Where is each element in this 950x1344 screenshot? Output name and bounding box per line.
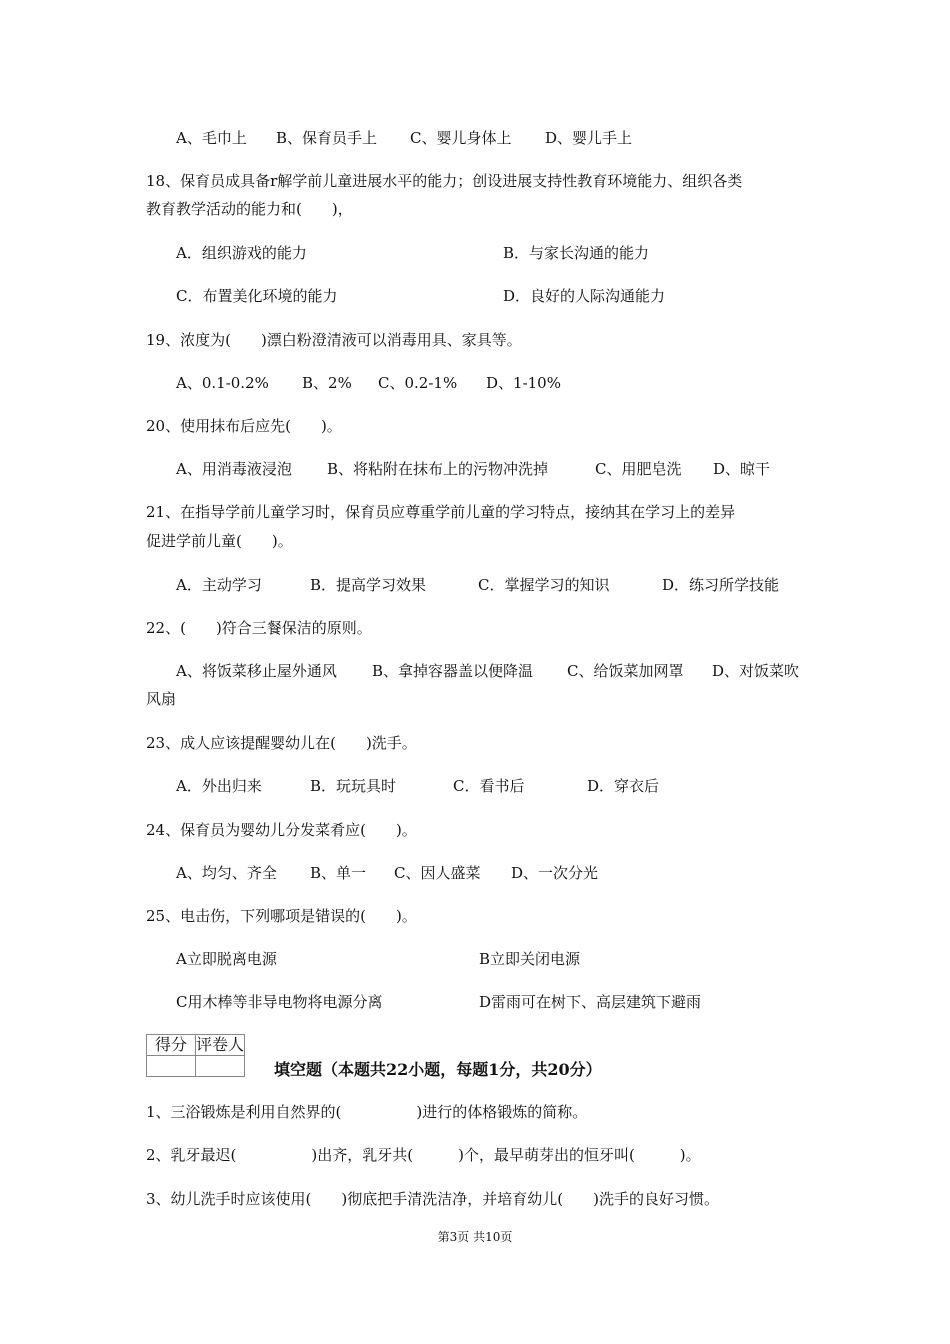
q24-option-a: A、均匀、齐全 [176,864,277,882]
score-cell [147,1056,196,1077]
q18-option-b: B．与家长沟通的能力 [503,244,650,262]
q20-option-a: A、用消毒液浸泡 [176,460,292,478]
q19-option-b: B、2% [302,374,352,392]
q20-option-b: B、将粘附在抹布上的污物冲洗掉 [327,460,549,478]
grader-label: 评卷人 [196,1035,245,1054]
q23-option-b: B．玩玩具时 [310,777,397,795]
q17-option-d: D、婴儿手上 [545,129,633,147]
q21-option-c: C．掌握学习的知识 [478,576,610,594]
q23-option-c: C．看书后 [453,777,525,795]
q25-option-a: A立即脱离电源 [176,950,277,968]
q23-option-d: D．穿衣后 [587,777,660,795]
q18-option-a: A．组织游戏的能力 [176,244,307,262]
q24-option-d: D、一次分光 [511,864,599,882]
grader-cell [196,1056,245,1077]
q18-option-d: D．良好的人际沟通能力 [503,287,666,305]
q20-option-d: D、晾干 [713,460,771,478]
q22-option-d: D、对饭菜吹 [712,662,800,680]
q22-option-b: B、拿掉容器盖以便降温 [372,662,534,680]
q25-option-b: B立即关闭电源 [479,950,581,968]
score-table [146,1034,245,1077]
q25-option-d: D雷雨可在树下、高层建筑下避雨 [479,993,702,1011]
q23-option-a: A．外出归来 [176,777,262,795]
q20-option-c: C、用肥皂洗 [595,460,682,478]
q21-option-b: B．提高学习效果 [310,576,427,594]
q19-option-a: A、0.1-0.2% [176,374,269,392]
q18-option-c: C．布置美化环境的能力 [176,287,338,305]
q22-option-a: A、将饭菜移止屋外通风 [176,662,337,680]
q25-option-c: C用木棒等非导电物将电源分离 [176,993,383,1011]
q17-option-a: A、毛巾上 [176,129,247,147]
q17-option-c: C、婴儿身体上 [410,129,512,147]
q19-option-d: D、1-10% [486,374,561,392]
page-footer: 第3页 共10页 [437,1230,513,1244]
q17-option-b: B、保育员手上 [276,129,378,147]
section-title: 填空题（本题共22小题，每题1分，共20分） [274,1060,602,1079]
q24-option-c: C、因人盛菜 [394,864,481,882]
q21-option-a: A．主动学习 [176,576,262,594]
q21-option-d: D．练习所学技能 [662,576,780,594]
q19-option-c: C、0.2-1% [378,374,458,392]
q24-option-b: B、单一 [310,864,367,882]
score-label: 得分 [147,1035,196,1056]
q22-option-c: C、给饭菜加网罩 [567,662,684,680]
